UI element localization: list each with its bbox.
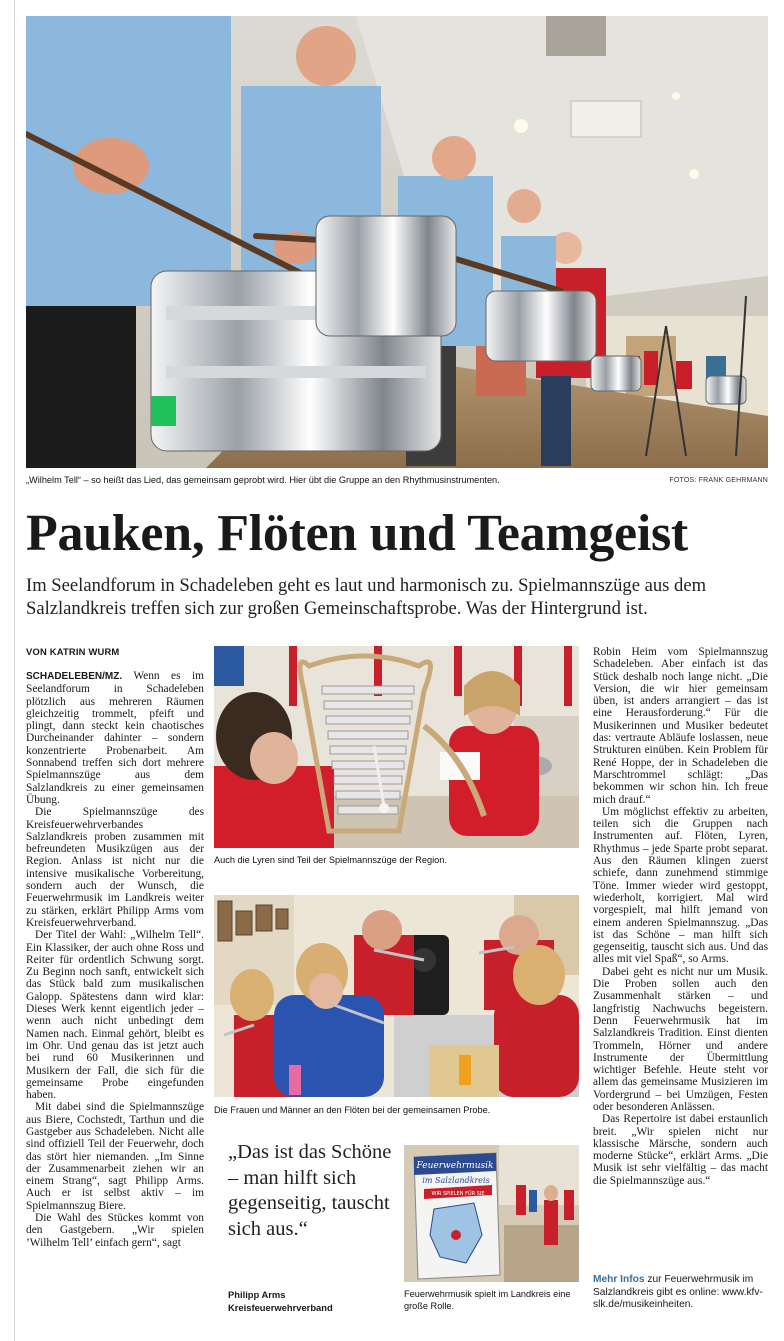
pull-quote: „Das ist das Schöne – man hilft sich gegenseitig, tauscht sich aus.“: [228, 1141, 392, 1240]
lyre-photo-caption: Auch die Lyren sind Teil der Spielmannszüge der Region.: [214, 855, 447, 865]
svg-text:WIR SPIELEN FÜR SIE: WIR SPIELEN FÜR SIE: [431, 1191, 485, 1197]
paragraph: Wenn es im Seelandforum in Schadeleben plötzlich aus mehreren Räumen gleichzeitig trommelt, pfeift und plingt, dann steckt kein chaotisches Durcheinander dahinter – sondern konzentrierte Probenarbeit. Am Sonnabend treffen sich dort mehrere Spielmannszüge aus dem Salzlandkreis zu einer gemeinsamen Übung.: [26, 670, 204, 806]
lyre-photo: [214, 646, 579, 848]
paragraph: Mit dabei sind die Spielmannszüge aus Biere, Cochstedt, Tarthun und die Gastgeber aus Schadeleben. Nicht alle sind offiziell Teil der Feuerwehr, doch das stört hier niemanden. „Im Sinne der Zusammenarbeit ziehen wir an einem Strang“, sagt Philipp Arms. Auch er ist selbst aktiv – im Spielmannszug Biere.: [26, 1101, 204, 1212]
svg-text:im Salzlandkreis: im Salzlandkreis: [422, 1176, 490, 1185]
banner-photo-caption: Feuerwehrmusik spielt im Landkreis eine große Rolle.: [404, 1289, 571, 1311]
byline: VON KATRIN WURM: [26, 646, 120, 657]
article-column-3: [593, 646, 768, 1266]
more-info-label: Mehr Infos: [593, 1274, 645, 1285]
drummers-photo: [26, 16, 768, 468]
top-photo-caption: „Wilhelm Tell“ – so heißt das Lied, das gemeinsam geprobt wird. Hier übt die Gruppe an den Rhythmusinstrumenten.: [26, 475, 500, 485]
deck-intro: Im Seelandforum in Schadeleben geht es laut und harmonisch zu. Spielmannszüge aus dem Salzlandkreis treffen sich zur großen Gemeinschaftsprobe. Was der Hintergrund ist.: [26, 575, 707, 619]
flutes-photo: [214, 895, 579, 1097]
paragraph: Robin Heim vom Spielmannszug Schadeleben. Aber einfach ist das Stück deshalb noch lange nicht. „Die Version, die wir hier gemeinsam üben, ist anders arrangiert – das ist eine Herausforderung.“ Für die Musikerinnen und Musiker bedeutet das: vertraute Abläufe loslassen, neue Strukturen einüben. Kein Problem für René Hoppe, der in Schadeleben die Marschtrommel schlägt: „Das bekommen wir schon hin. Ich freue mich drauf.“: [593, 646, 768, 806]
banner-photo: [404, 1145, 579, 1282]
paragraph: Der Titel der Wahl: „Wilhelm Tell“. Ein Klassiker, der auch ohne Ross und Reiter für ordentlich Schwung sorgt. Zu Beginn noch sanft, entwickelt sich das Stück bald zum musikalischen Galopp. Spätestens dann wird klar: Dieses Werk kennt eigentlich jeder – wenn auch nicht unbedingt dem Namen nach. Einmal gehört, bleibt es im Ohr. Und genau das ist jetzt auch bei rund 60 Musikerinnen und Musikern der Fall, die sich für die gemeinsame Probe eingefunden haben.: [26, 929, 204, 1102]
paragraph: Das Repertoire ist dabei erstaunlich breit. „Wir spielen nicht nur klassische Märsche, sondern auch moderne Stücke“, erklärt Arms. „Die Musik ist sehr vielfältig – das macht die Spielmannszüge aus.“: [593, 1113, 768, 1187]
paragraph: Dabei geht es nicht nur um Musik. Die Proben sollen auch den Zusammenhalt stärken – und langfristig Nachwuchs begeistern. Denn Feuerwehrmusik hat im Salzlandkreis Tradition. Einst dienten Trommeln, Hörner und andere Instrumente der Übermittlung wichtiger Befehle. Heute steht vor allem das gemeinsame Musizieren im Vordergrund – bei Umzügen, Festen oder besonderen Anlässen.: [593, 965, 768, 1113]
paragraph: Die Wahl des Stückes kommt von den Gastgebern. „Wir spielen ’Wilhelm Tell’ einfach gern“, sagt: [26, 1212, 204, 1249]
svg-text:Feuerwehrmusik: Feuerwehrmusik: [416, 1161, 494, 1171]
photo-credit: FOTOS: FRANK GEHRMANN: [669, 477, 768, 484]
quote-author: Philipp Arms: [228, 1289, 286, 1300]
more-info-link[interactable]: zur Feuerwehrmusik im Salzlandkreis gibt es online: www.kfv-slk.de/musikeinheiten.: [593, 1274, 763, 1311]
article-column-1: [26, 670, 204, 1315]
dateline: SCHADELEBEN/MZ.: [26, 671, 123, 682]
more-info-box: [593, 1274, 768, 1312]
page-margin-rule: [14, 0, 15, 1341]
flutes-photo-caption: Die Frauen und Männer an den Flöten bei der gemeinsamen Probe.: [214, 1105, 491, 1115]
headline: Pauken, Flöten und Teamgeist: [26, 505, 688, 562]
quote-attribution: [228, 1288, 398, 1314]
quote-author-role: Kreisfeuerwehrverband: [228, 1302, 333, 1313]
paragraph: Um möglichst effektiv zu arbeiten, teilen sich die Gruppen nach Instrumenten auf. Flöten, Lyren, Rhythmus – jede Sparte probt separat. Aus den Räumen klingen zuerst schiefe, dann zunehmend stimmige Töne. Immer wieder wird gestoppt, wiederholt, korrigiert. Mal wird vorgespielt, mal hilft jemand von einem anderen Spielmannszug. „Das ist das Schöne – man hilft sich gegenseitig, tauscht sich aus. Und das alles mit viel Spaß“, so Arms.: [593, 805, 768, 966]
paragraph: Die Spielmannszüge des Kreisfeuerwehrverbandes Salzlandkreis proben zusammen mit befreundeten Musikzügen aus der Region. Anlass ist nicht nur die intensive musikalische Vorbereitung, sondern auch der Wunsch, die Feuerwehrmusik im Landkreis weiter zu stärken, erklärt Philipp Arms vom Kreisfeuerwehrverband.: [26, 806, 204, 929]
